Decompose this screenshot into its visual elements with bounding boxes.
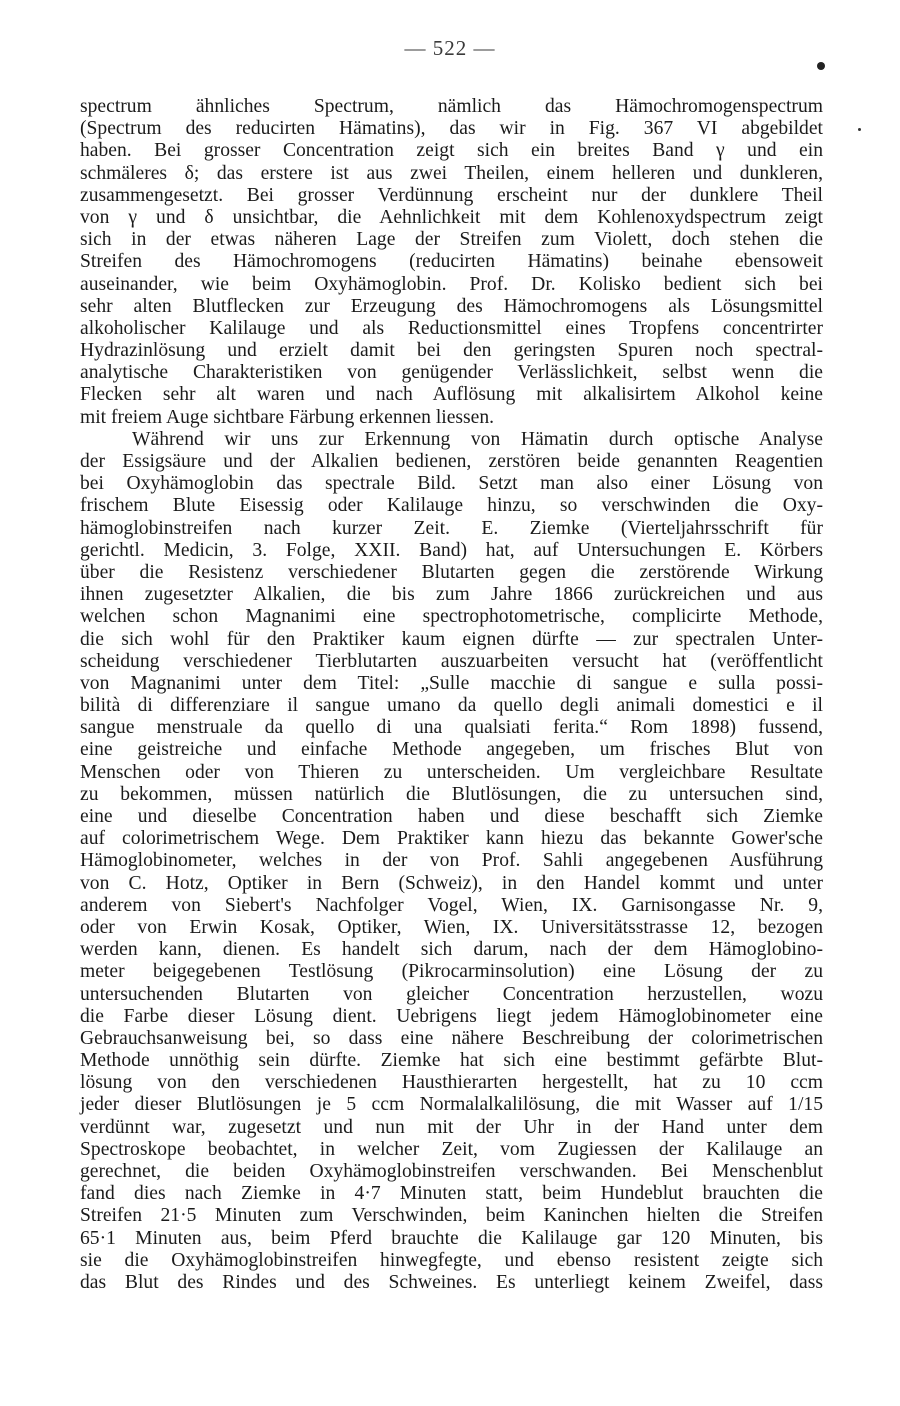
text-line: fand dies nach Ziemke in 4·7 Minuten statt, beim Hundeblut brauchten die xyxy=(80,1183,823,1205)
text-line: werden kann, dienen. Es handelt sich darum, nach der dem Hämoglobino- xyxy=(80,939,823,961)
text-line: sehr alten Blutflecken zur Erzeugung des Hämochromogens als Lösungsmittel xyxy=(80,295,823,317)
text-line: alkoholischer Kalilauge und als Reductionsmittel eines Tropfens concentrirter xyxy=(80,317,823,339)
text-line: Hydrazinlösung und erzielt damit bei den geringsten Spuren noch spectral- xyxy=(80,340,823,362)
text-line: der Essigsäure und der Alkalien bedienen, zerstören beide genannten Reagentien xyxy=(80,451,823,472)
ink-speck-small xyxy=(858,128,861,131)
text-line: welchen schon Magnanimi eine spectrophotometrische, complicirte Methode, xyxy=(80,606,823,628)
text-line: eine geistreiche und einfache Methode angegeben, um frisches Blut von xyxy=(80,739,823,761)
text-line: untersuchenden Blutarten von gleicher Concentration herzustellen, wozu xyxy=(80,983,823,1005)
text-line: lösung von den verschiedenen Hausthierarten hergestellt, hat zu 10 ccm xyxy=(80,1072,823,1094)
text-line: gerechnet, die beiden Oxyhämoglobinstreifen verschwanden. Bei Menschenblut xyxy=(80,1161,823,1182)
text-line: auseinander, wie beim Oxyhämoglobin. Prof. Dr. Kolisko bedient sich bei xyxy=(80,273,823,295)
text-line: frischem Blute Eisessig oder Kalilauge hinzu, so verschwinden die Oxy- xyxy=(80,495,823,517)
text-line: die sich wohl für den Praktiker kaum eignen dürfte — zur spectralen Unter- xyxy=(80,628,823,650)
text-line: scheidung verschiedener Tierblutarten auszuarbeiten versucht hat (veröffentlicht xyxy=(80,650,823,672)
text-line: hämoglobinstreifen nach kurzer Zeit. E. Ziemke (Vierteljahrsschrift für xyxy=(80,517,823,539)
text-line: 65·1 Minuten aus, beim Pferd brauchte die Kalilauge gar 120 Minuten, bis xyxy=(80,1227,823,1249)
text-line: schmäleres δ; das erstere ist aus zwei Theilen, einem helleren und dunkleren, xyxy=(80,162,823,184)
text-line: zu bekommen, müssen natürlich die Blutlösungen, die zu untersuchen sind, xyxy=(80,783,823,805)
text-line: sich in der etwas näheren Lage der Streifen zum Violett, doch stehen die xyxy=(80,229,823,251)
text-line: analytische Charakteristiken von genügender Verlässlichkeit, selbst wenn die xyxy=(80,362,823,384)
text-line: Hämoglobinometer, welches in der von Prof. Sahli angegebenen Ausführung xyxy=(80,850,823,872)
body-text xyxy=(80,96,823,1294)
page-number: — 522 — xyxy=(404,36,496,60)
text-line: zusammengesetzt. Bei grosser Verdünnung erscheint nur der dunklere Theil xyxy=(80,184,823,206)
text-line: Spectroskope beobachtet, in welcher Zeit, vom Zugiessen der Kalilauge an xyxy=(80,1138,823,1160)
text-line: mit freiem Auge sichtbare Färbung erkennen liessen. xyxy=(80,406,495,428)
text-line: ihnen zugesetzter Alkalien, die bis zum Jahre 1866 zurückreichen und aus xyxy=(80,584,823,606)
ink-speck xyxy=(817,62,825,70)
paragraph xyxy=(80,429,823,1294)
text-line: anderem von Siebert's Nachfolger Vogel, Wien, IX. Garnisongasse Nr. 9, xyxy=(80,894,823,916)
text-line: Während wir uns zur Erkennung von Hämatin durch optische Analyse xyxy=(132,428,823,450)
text-line: von γ und δ unsichtbar, die Aehnlichkeit mit dem Kohlenoxydspectrum zeigt xyxy=(80,206,823,228)
text-line: Flecken sehr alt waren und nach Auflösung mit alkalisirtem Alkohol keine xyxy=(80,384,823,406)
text-line: Menschen oder von Thieren zu unterscheiden. Um vergleichbare Resultate xyxy=(80,761,823,783)
text-line: von C. Hotz, Optiker in Bern (Schweiz), in den Handel kommt und unter xyxy=(80,872,823,894)
text-line: haben. Bei grosser Concentration zeigt sich ein breites Band γ und ein xyxy=(80,140,823,162)
text-line: eine und dieselbe Concentration haben und diese beschafft sich Ziemke xyxy=(80,806,823,827)
text-line: (Spectrum des reducirten Hämatins), das wir in Fig. 367 VI abgebildet xyxy=(80,118,823,140)
text-line: Gebrauchsanweisung bei, so dass eine nähere Beschreibung der colorimetrischen xyxy=(80,1027,823,1049)
text-line: sie die Oxyhämoglobinstreifen hinwegfegte, und ebenso resistent zeigte sich xyxy=(80,1249,823,1271)
text-line: meter beigegebenen Testlösung (Pikrocarminsolution) eine Lösung der zu xyxy=(80,961,823,983)
text-line: jeder dieser Blutlösungen je 5 ccm Normalalkalilösung, die mit Wasser auf 1/15 xyxy=(80,1094,823,1116)
text-line: gerichtl. Medicin, 3. Folge, XXII. Band) hat, auf Untersuchungen E. Körbers xyxy=(80,539,823,561)
text-line: Streifen 21·5 Minuten zum Verschwinden, beim Kaninchen hielten die Streifen xyxy=(80,1205,823,1227)
text-line: sangue menstruale da quello di una qualsiati ferita.“ Rom 1898) fussend, xyxy=(80,717,823,739)
text-line: verdünnt war, zugesetzt und nun mit der Uhr in der Hand unter dem xyxy=(80,1116,823,1138)
text-line: Streifen des Hämochromogens (reducirten Hämatins) beinahe ebensoweit xyxy=(80,251,823,273)
text-line: über die Resistenz verschiedener Blutarten gegen die zerstörende Wirkung xyxy=(80,561,823,583)
text-line: bei Oxyhämoglobin das spectrale Bild. Setzt man also einer Lösung von xyxy=(80,473,823,495)
text-line: bilità di differenziare il sangue umano da quello degli animali domestici e il xyxy=(80,695,823,717)
text-line: oder von Erwin Kosak, Optiker, Wien, IX. Universitätsstrasse 12, bezogen xyxy=(80,916,823,938)
text-line: das Blut des Rindes und des Schweines. Es unterliegt keinem Zweifel, dass xyxy=(80,1271,823,1293)
text-line: von Magnanimi unter dem Titel: „Sulle macchie di sangue e sulla possi- xyxy=(80,672,823,694)
text-line: Methode unnöthig sein dürfte. Ziemke hat sich eine bestimmt gefärbte Blut- xyxy=(80,1050,823,1072)
text-line: spectrum ähnliches Spectrum, nämlich das Hämochromogenspectrum xyxy=(80,96,823,117)
text-line: auf colorimetrischem Wege. Dem Praktiker kann hiezu das bekannte Gower'sche xyxy=(80,828,823,850)
paragraph xyxy=(80,96,823,429)
text-line: die Farbe dieser Lösung dient. Uebrigens liegt jedem Hämoglobinometer eine xyxy=(80,1005,823,1027)
